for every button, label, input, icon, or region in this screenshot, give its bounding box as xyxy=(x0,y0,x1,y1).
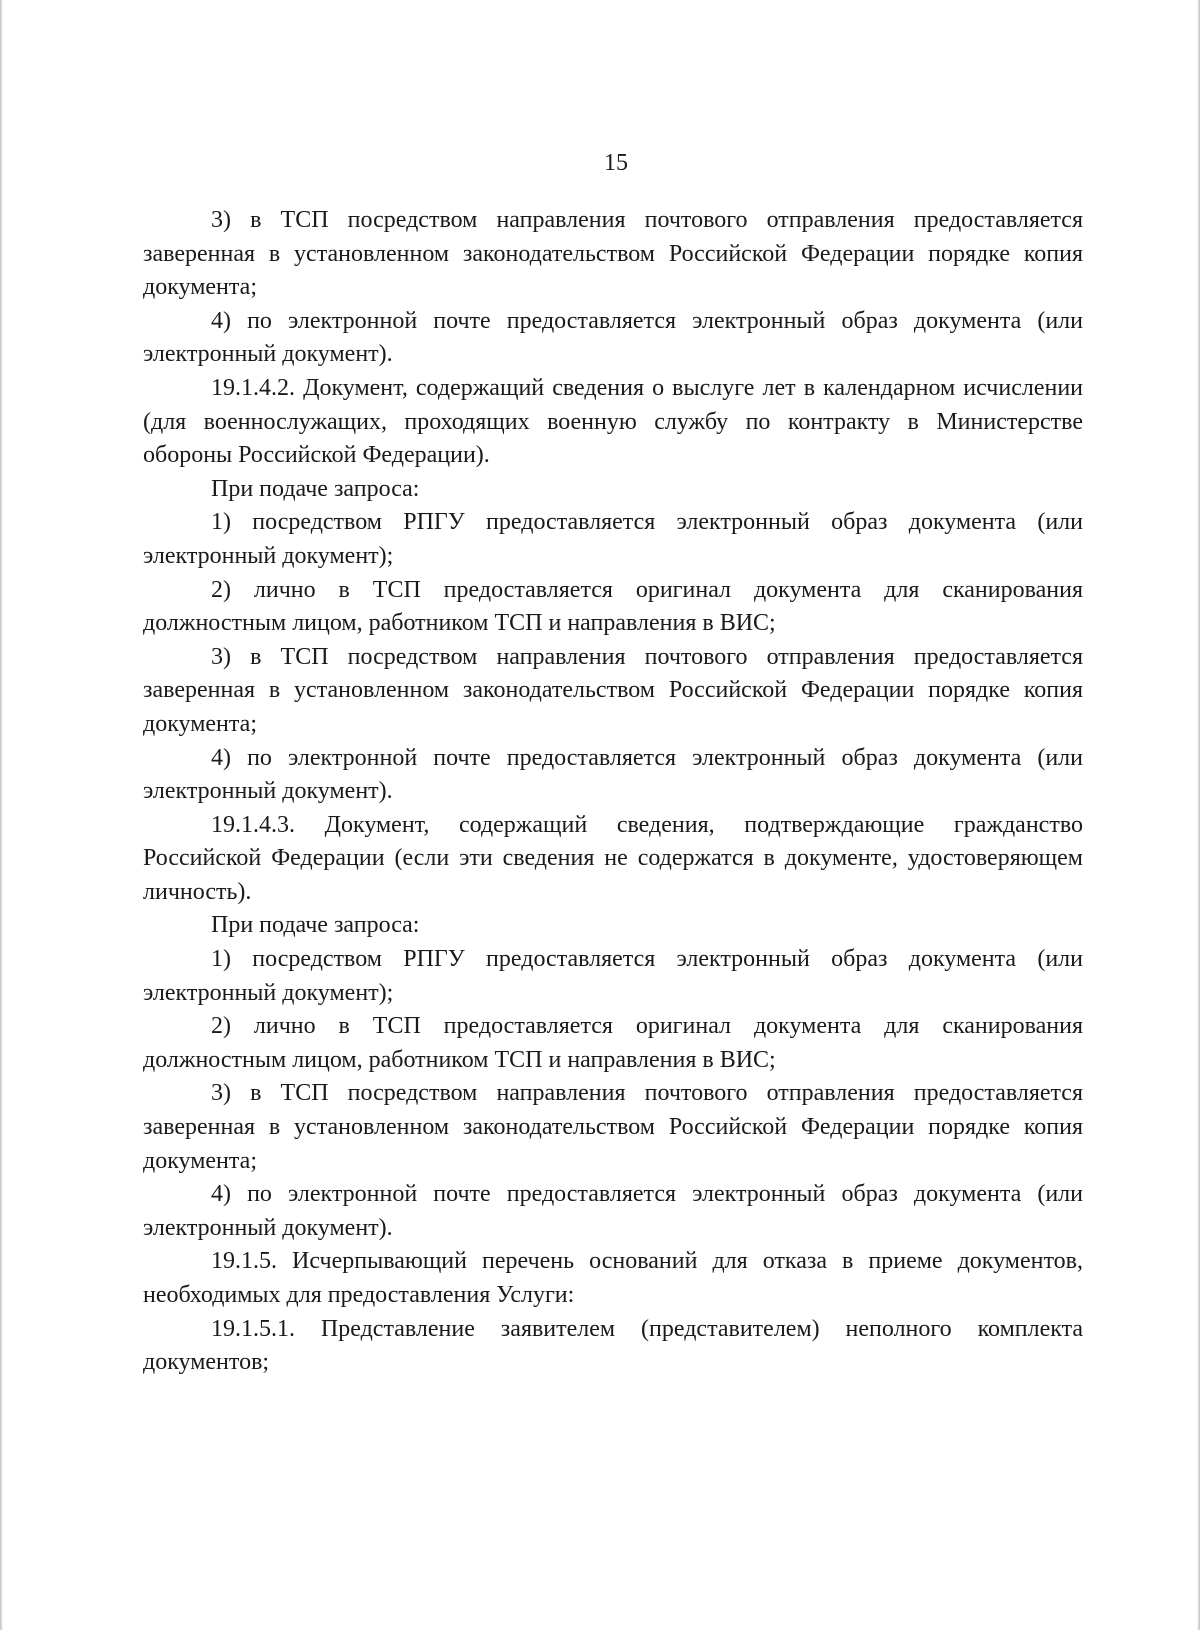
paragraph-section-19-1-5: 19.1.5. Исчерпывающий перечень оснований для отказа в приеме документов, необходимых для предоставления Услуги: xyxy=(143,1248,1083,1308)
paragraph-item-4-email: 4) по электронной почте предоставляется электронный образ документа (или электронный документ). xyxy=(143,307,1083,368)
paragraph-item-3-postal: 3) в ТСП посредством направления почтового отправления предоставляется заверенная в установленном законодательством Российской Федерации порядке копия документа; xyxy=(143,643,1083,737)
paragraph-section-19-1-4-2: 19.1.4.2. Документ, содержащий сведения о выслуге лет в календарном исчислении (для военнослужащих, проходящих военную службу по контракту в Министерстве обороны Российской Федерации). xyxy=(143,374,1083,469)
paragraph-request-intro: При подаче запроса: xyxy=(211,912,420,939)
paragraph-item-2-in-person: 2) лично в ТСП предоставляется оригинал документа для сканирования должностным лицом, работником ТСП и направления в ВИС; xyxy=(143,576,1083,637)
document-body xyxy=(143,204,1083,1380)
paragraph-item-4-email: 4) по электронной почте предоставляется электронный образ документа (или электронный документ). xyxy=(143,744,1083,805)
paragraph-section-19-1-5-1: 19.1.5.1. Представление заявителем (представителем) неполного комплекта документов; xyxy=(143,1315,1083,1376)
paragraph-item-4-email: 4) по электронной почте предоставляется электронный образ документа (или электронный документ). xyxy=(143,1181,1083,1241)
paragraph-item-2-in-person: 2) лично в ТСП предоставляется оригинал документа для сканирования должностным лицом, работником ТСП и направления в ВИС; xyxy=(143,1013,1083,1073)
scan-edge-left xyxy=(0,0,3,1630)
paragraph-item-1-rpgu: 1) посредством РПГУ предоставляется электронный образ документа (или электронный документ); xyxy=(143,509,1083,569)
paragraph-item-3-postal: 3) в ТСП посредством направления почтового отправления предоставляется заверенная в установленном законодательством Российской Федерации порядке копия документа; xyxy=(143,207,1083,301)
paragraph-section-19-1-4-3: 19.1.4.3. Документ, содержащий сведения, подтверждающие гражданство Российской Федерации (если эти сведения не содержатся в документе, удостоверяющем личность). xyxy=(143,811,1083,905)
paragraph-item-1-rpgu: 1) посредством РПГУ предоставляется электронный образ документа (или электронный документ); xyxy=(143,946,1083,1006)
page-number: 15 xyxy=(604,150,628,176)
paragraph-request-intro: При подаче запроса: xyxy=(211,475,420,502)
paragraph-item-3-postal: 3) в ТСП посредством направления почтового отправления предоставляется заверенная в установленном законодательством Российской Федерации порядке копия документа; xyxy=(143,1080,1083,1174)
